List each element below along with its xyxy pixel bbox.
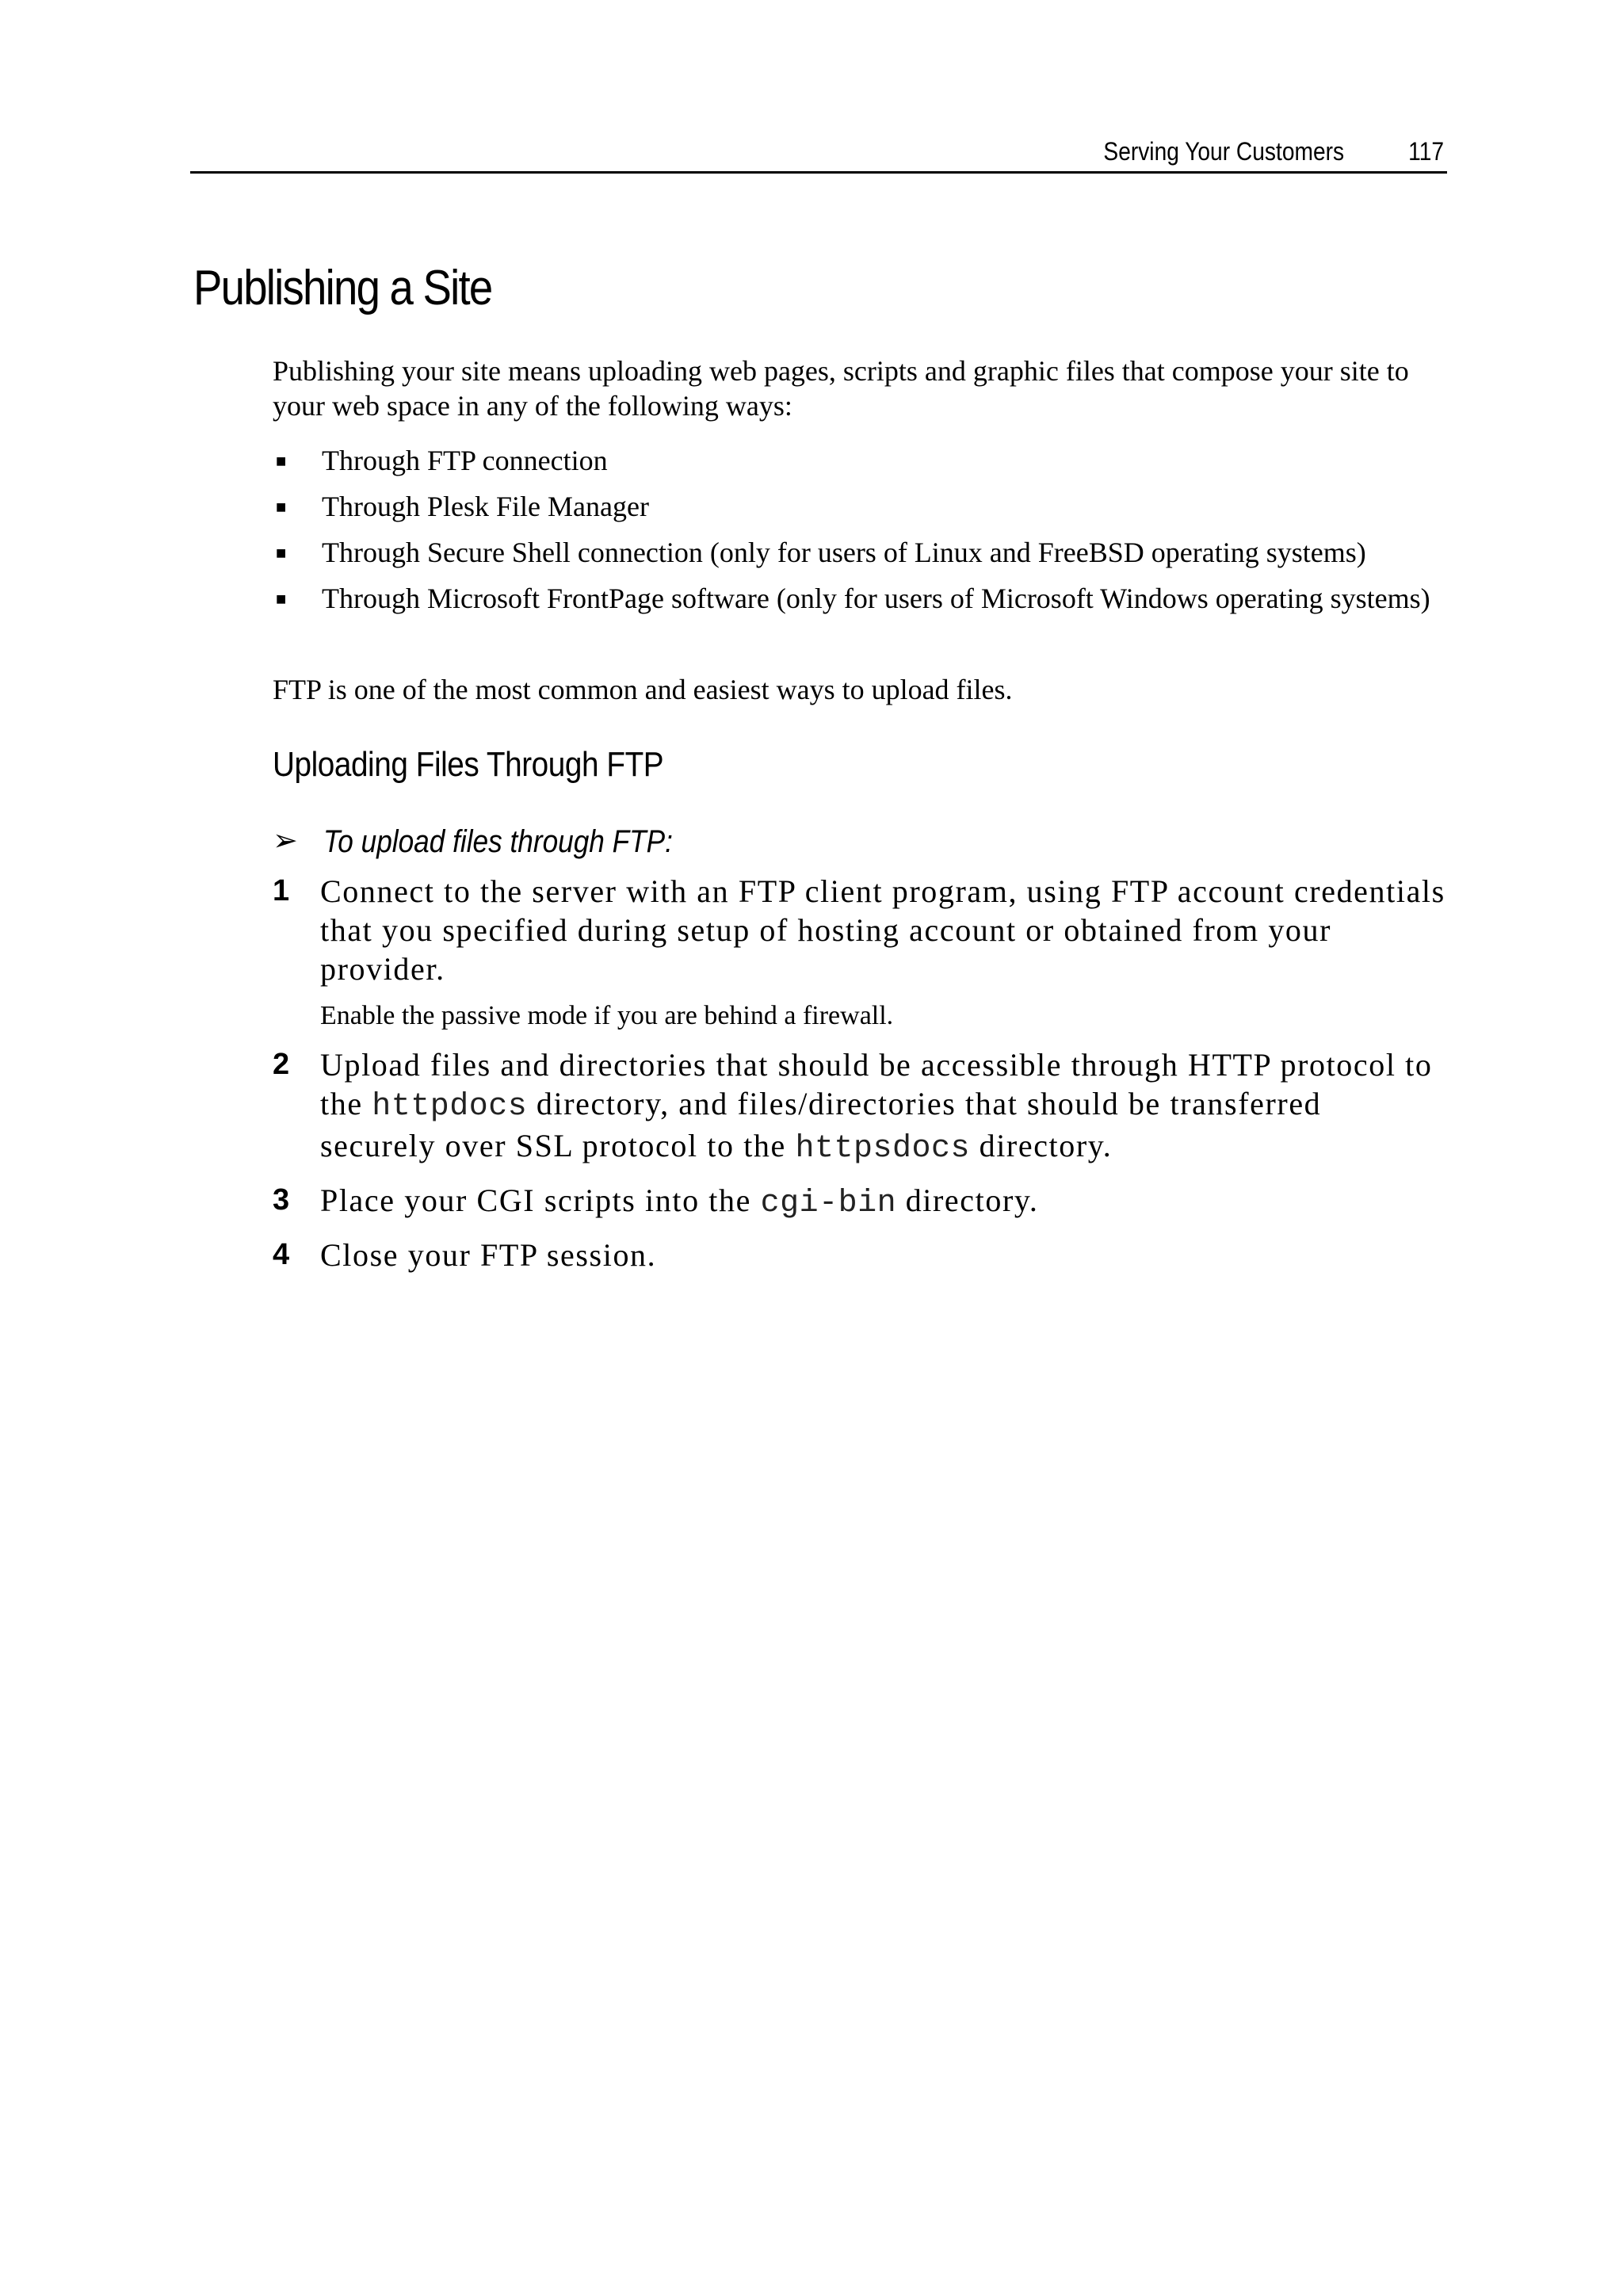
running-header (190, 133, 1447, 174)
bullet-square-icon: ■ (276, 543, 287, 563)
step-number: 3 (273, 1183, 290, 1217)
step-number: 2 (273, 1048, 290, 1081)
step-item (273, 1181, 1445, 1223)
arrow-right-icon: ➢ (273, 823, 298, 858)
step-note: Enable the passive mode if you are behind a firewall. (320, 1001, 894, 1030)
step-text: directory. (896, 1182, 1039, 1218)
code-httpsdocs: httpsdocs (795, 1131, 971, 1167)
ftp-note-paragraph: FTP is one of the most common and easiest ways to upload files. (273, 674, 1013, 705)
procedure-title-text: To upload files through FTP: (323, 824, 673, 859)
step-number: 1 (273, 874, 290, 907)
code-cgi-bin: cgi-bin (760, 1186, 897, 1221)
step-text: Upload files and directories that should be accessible through HTTP protocol to the (320, 1047, 1433, 1121)
list-item: ■ Through Microsoft FrontPage software (only for users of Microsoft Windows operating systems) (276, 583, 1430, 614)
bullet-square-icon: ■ (276, 497, 287, 517)
subsection-heading: Uploading Files Through FTP (273, 745, 664, 784)
step-item (273, 872, 1445, 1033)
list-item: ■ Through Plesk File Manager (276, 491, 649, 522)
publishing-methods-list (273, 444, 1445, 628)
bullet-square-icon: ■ (276, 451, 287, 471)
bullet-square-icon: ■ (276, 589, 287, 609)
list-item: ■ Through FTP connection (276, 445, 608, 476)
step-text: Place your CGI scripts into the (320, 1182, 761, 1218)
section-heading: Publishing a Site (193, 261, 492, 315)
step-text: Close your FTP session. (320, 1237, 657, 1273)
header-section-title: Serving Your Customers (1103, 137, 1344, 166)
intro-paragraph: Publishing your site means uploading web pages, scripts and graphic files that compose your site to your web space in any of the following ways: (273, 355, 1409, 422)
step-text: directory, and files/directories that should be transferred securely over SSL protocol to the (320, 1086, 1322, 1163)
step-text: directory. (970, 1128, 1113, 1163)
procedure-steps (273, 872, 1445, 1287)
page-number: 117 (1408, 137, 1444, 166)
step-item (273, 1045, 1445, 1168)
step-text: Connect to the server with an FTP client program, using FTP account credentials that you specified during setup of hosting account or obtained from your provider. (320, 873, 1445, 987)
step-number: 4 (273, 1238, 290, 1271)
procedure-title (273, 823, 720, 860)
list-item: ■ Through Secure Shell connection (only for users of Linux and FreeBSD operating systems) (276, 537, 1366, 568)
step-item (273, 1236, 1445, 1274)
code-httpdocs: httpdocs (372, 1089, 528, 1125)
